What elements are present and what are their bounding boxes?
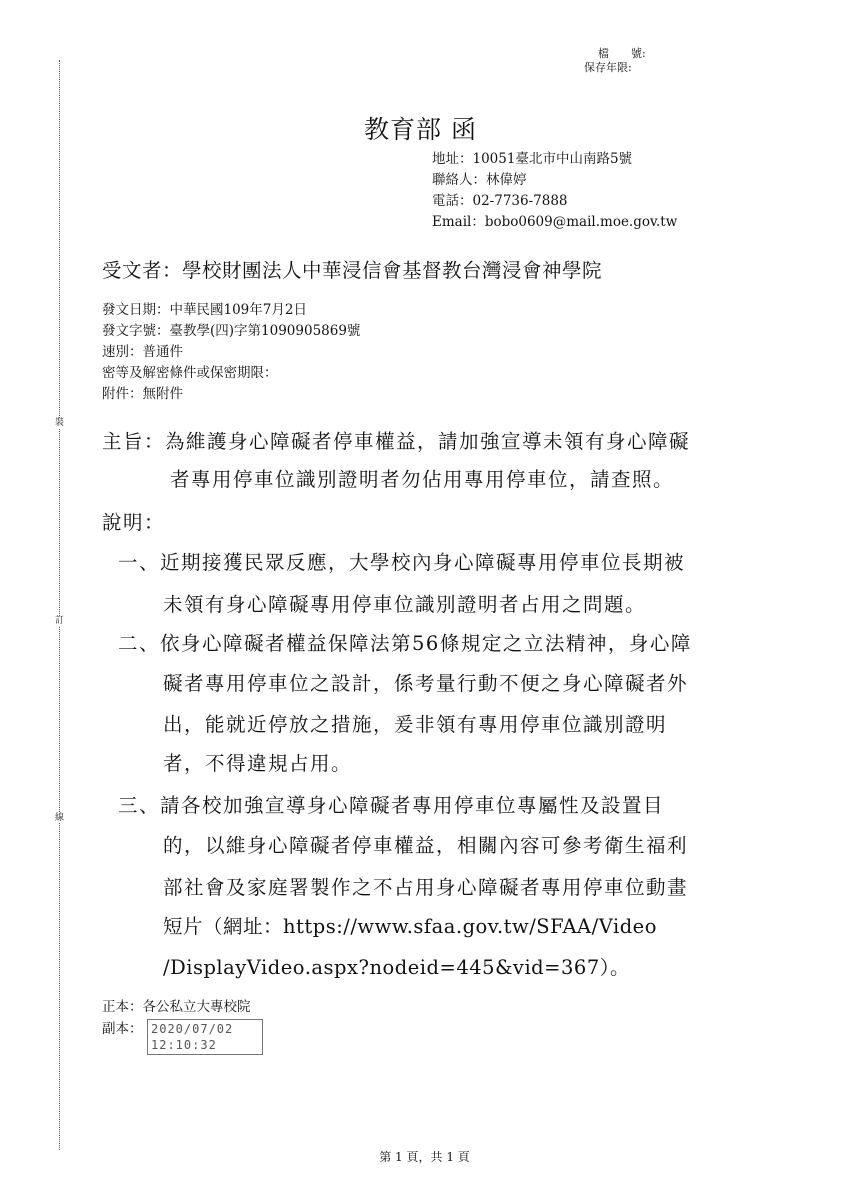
contact-block [432, 149, 677, 233]
binding-mark-zhuang: 裝 [55, 418, 65, 428]
stamp-date: 2020/07/02 [151, 1022, 234, 1036]
item-3-line-1: 三、請各校加強宣導身心障礙者專用停車位專屬性及設置目 [118, 794, 665, 817]
exchange-stamp [147, 1019, 263, 1055]
explanation-heading: 說明： [102, 511, 166, 534]
page-footer: 第 1 頁，共 1 頁 [379, 1150, 470, 1164]
item-2-line-2: 礙者專用停車位之設計，係考量行動不便之身心障礙者外 [163, 672, 689, 695]
secrecy-level: 密等及解密條件或保密期限： [102, 365, 278, 381]
retention-label: 保存年限: [584, 61, 632, 74]
attachment-info: 附件：無附件 [102, 386, 183, 402]
binding-mark-xian: 線 [55, 813, 65, 823]
recipient: 受文者：學校財團法人中華浸信會基督教台灣浸會神學院 [102, 259, 603, 282]
item-1-line-2: 未領有身心障礙專用停車位識別證明者占用之問題。 [163, 593, 647, 616]
delivery-speed: 速別：普通件 [102, 344, 183, 360]
item-3-line-4: 短片（網址：https://www.sfaa.gov.tw/SFAA/Video [163, 915, 657, 938]
contact-email: Email：bobo0609@mail.moe.gov.tw [432, 214, 678, 230]
item-2-line-3: 出，能就近停放之措施，爰非領有專用停車位識別證明 [163, 713, 668, 736]
contact-address: 地址：10051臺北市中山南路5號 [432, 151, 633, 167]
item-1-line-1: 一、近期接獲民眾反應，大學校內身心障礙專用停車位長期被 [118, 551, 686, 574]
stamp-time: 12:10:32 [151, 1038, 217, 1052]
copy-label: 副本： [102, 1021, 143, 1037]
item-2-line-4: 者，不得違規占用。 [163, 752, 353, 775]
subject-line-2: 者專用停車位識別證明者勿佔用專用停車位，請查照。 [170, 468, 675, 491]
subject-line-1: 主旨：為維護身心障礙者停車權益，請加強宣導未領有身心障礙 [102, 430, 691, 453]
binding-mark-ding: 訂 [55, 616, 65, 626]
issue-date: 發文日期：中華民國109年7月2日 [102, 302, 307, 318]
document-title: 教育部 函 [364, 115, 477, 144]
file-number-label: 檔 號: [598, 47, 646, 60]
binding-line [59, 60, 66, 1150]
contact-phone: 電話：02-7736-7888 [432, 193, 568, 209]
item-2-line-1: 二、依身心障礙者權益保障法第56條規定之立法精神，身心障 [118, 632, 692, 655]
document-meta [102, 300, 360, 405]
item-3-line-5: /DisplayVideo.aspx?nodeid=445&vid=367）。 [163, 956, 630, 979]
document-number: 發文字號：臺教學(四)字第1090905869號 [102, 323, 361, 339]
contact-person: 聯絡人：林偉婷 [432, 172, 527, 188]
item-3-line-2: 的，以維身心障礙者停車權益，相關內容可參考衛生福利 [163, 834, 689, 857]
item-3-line-3: 部社會及家庭署製作之不占用身心障礙者專用停車位動畫 [163, 876, 689, 899]
original-recipients: 正本：各公私立大專校院 [102, 999, 251, 1015]
file-meta [584, 47, 646, 75]
